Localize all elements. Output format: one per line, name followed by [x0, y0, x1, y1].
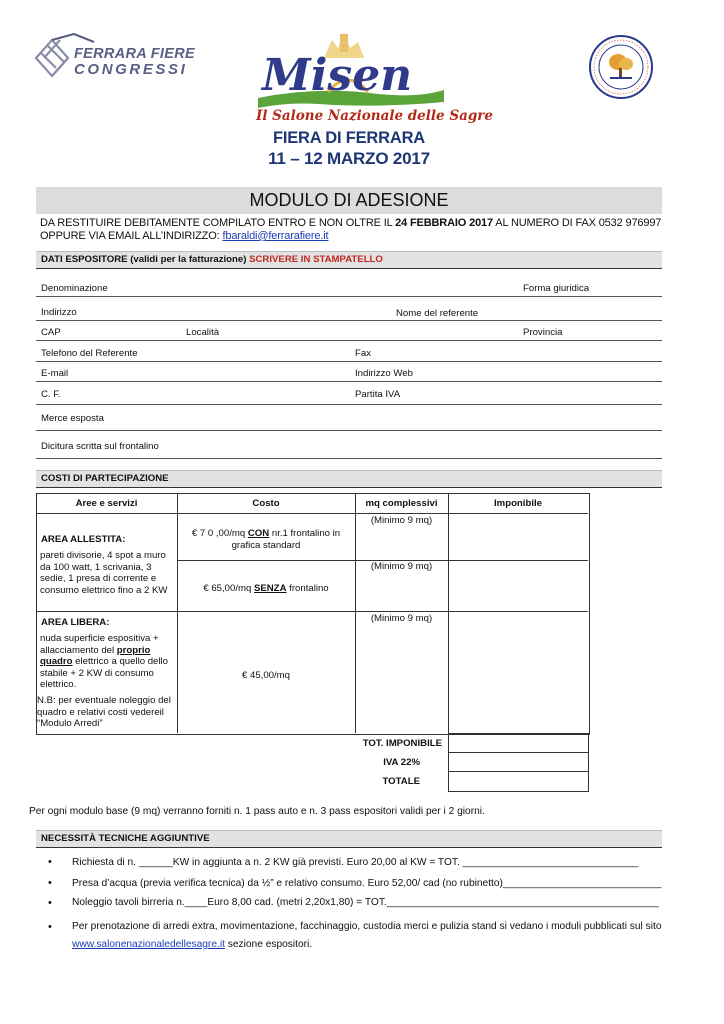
minimo-mq-3: (Minimo 9 mq) — [370, 613, 433, 624]
area-allestita-desc: pareti divisorie, 4 spot a muro da 100 watt, 1 scrivania, 3 sedie, 1 presa di corrente e consumo elettrico fino a 2 KW — [40, 550, 168, 596]
dati-espositore-header: DATI ESPOSITORE (validi per la fatturazione) SCRIVERE IN STAMPATELLO — [41, 254, 383, 265]
instructions-line2: OPPURE VIA EMAIL ALL’INDIRIZZO: fbaraldi@ferrarafiere.it — [40, 230, 329, 242]
bullet-icon: • — [48, 921, 52, 933]
cost-senza-frontalino: € 65,00/mq SENZA frontalino — [203, 583, 329, 594]
label-email: E-mail — [41, 368, 69, 379]
item-tavoli[interactable]: Noleggio tavoli birreria n.____Euro 8,00 cad. (metri 2,20x1,80) = TOT.________________________________________________ — [72, 897, 659, 908]
minimo-mq-2: (Minimo 9 mq) — [370, 561, 433, 572]
necessita-header: NECESSITÀ TECNICHE AGGIUNTIVE — [41, 833, 210, 844]
ff-brand-sub: CONGRESSI — [74, 61, 188, 78]
misen-tagline: Il Salone Nazionale delle Sagre — [256, 108, 493, 124]
fair-venue: FIERA DI FERRARA — [272, 129, 426, 147]
item-kw[interactable]: Richiesta di n. ______KW in aggiunta a n. 2 KW già previsti. Euro 20,00 al KW = TOT. _______________________________ — [72, 857, 639, 868]
field-merce[interactable] — [36, 430, 662, 431]
field-dicitura[interactable] — [36, 458, 662, 459]
tot-imponibile-field[interactable] — [448, 733, 589, 753]
label-dicitura: Dicitura scritta sul frontalino — [41, 441, 159, 452]
cost-con-frontalino: € 7 0 ,00/mq CON nr.1 frontalino in grafica standard — [191, 528, 341, 551]
item-arredi: Per prenotazione di arredi extra, movimentazione, facchinaggio, custodia merci e pulizia stand si vedano i moduli pubblicati sul sito — [72, 921, 662, 932]
salone-website-link[interactable]: www.salonenazionaledellesagre.it — [72, 939, 225, 950]
item-arredi-link-line: www.salonenazionaledellesagre.it sezione espositori. — [72, 939, 313, 950]
iva-label: IVA 22% — [383, 757, 420, 768]
misen-wordmark: Misen — [262, 50, 413, 101]
label-denominazione: Denominazione — [41, 283, 108, 294]
area-libera-nb: N.B: per eventuale noleggio del quadro e relativi costi vedereil “Modulo Arredi” — [37, 695, 171, 729]
label-indirizzo: Indirizzo — [41, 307, 77, 318]
pass-note: Per ogni modulo base (9 mq) verranno forniti n. 1 pass auto e n. 3 pass espositori validi per i 2 giorni. — [29, 806, 485, 817]
area-libera-desc: nuda superficie espositiva + allacciamento del proprio quadro elettrico a quello dello stabile + 2 KW di consumo elettrico. — [40, 633, 168, 690]
label-fax: Fax — [355, 348, 371, 359]
stampatello-note: SCRIVERE IN STAMPATELLO — [249, 254, 383, 265]
bullet-icon: • — [48, 856, 52, 868]
area-libera-title: AREA LIBERA: — [41, 617, 110, 628]
deadline-date: 24 FEBBRAIO 2017 — [395, 217, 493, 229]
mq-input-libera[interactable] — [356, 612, 448, 733]
bullet-icon: • — [48, 897, 52, 909]
minimo-mq-1: (Minimo 9 mq) — [370, 515, 433, 526]
bullet-icon: • — [48, 877, 52, 889]
fair-dates: 11 – 12 MARZO 2017 — [268, 149, 430, 168]
totale-field[interactable] — [448, 771, 589, 792]
label-provincia: Provincia — [523, 327, 563, 338]
totale-label: TOTALE — [382, 776, 420, 787]
association-seal-logo — [588, 34, 654, 100]
col-costo: Costo — [252, 498, 280, 509]
label-cap: CAP — [41, 327, 61, 338]
ff-brand-name: FERRARA FIERE — [74, 46, 195, 62]
field-indirizzo[interactable] — [36, 320, 662, 321]
cost-area-libera: € 45,00/mq — [241, 670, 290, 681]
label-forma-giuridica: Forma giuridica — [523, 283, 590, 294]
field-cap-localita[interactable] — [36, 340, 662, 341]
field-cf-piva[interactable] — [36, 404, 662, 405]
col-imponibile: Imponibile — [494, 498, 542, 509]
costi-header: COSTI DI PARTECIPAZIONE — [41, 473, 169, 484]
mq-input-allestita-con[interactable] — [356, 514, 448, 560]
col-mq: mq complessivi — [365, 498, 438, 509]
imponibile-input-allestita-senza[interactable] — [449, 561, 588, 611]
field-telefono-fax[interactable] — [36, 361, 662, 362]
label-nome-referente: Nome del referente — [396, 308, 479, 319]
form-title: MODULO DI ADESIONE — [249, 190, 449, 210]
instructions-line1: DA RESTITUIRE DEBITAMENTE COMPILATO ENTRO E NON OLTRE IL 24 FEBBRAIO 2017 AL NUMERO DI FAX 0532 976997 — [40, 217, 662, 229]
mq-input-allestita-senza[interactable] — [356, 561, 448, 611]
contact-email-link[interactable]: fbaraldi@ferrarafiere.it — [222, 230, 329, 242]
label-telefono: Telefono del Referente — [41, 348, 138, 359]
iva-field[interactable] — [448, 752, 589, 772]
label-cf: C. F. — [41, 389, 61, 400]
imponibile-input-libera[interactable] — [449, 612, 588, 733]
item-presa-acqua[interactable]: Presa d’acqua (previa verifica tecnica) da ½” e relativo consumo. Euro 52,00/ cad (no rubinetto)____________________________ — [72, 878, 662, 889]
label-localita: Località — [186, 327, 220, 338]
area-allestita-title: AREA ALLESTITA: — [41, 534, 126, 545]
field-email-web[interactable] — [36, 381, 662, 382]
tot-imponibile-label: TOT. IMPONIBILE — [362, 738, 442, 749]
field-denominazione[interactable] — [36, 296, 662, 297]
label-web: Indirizzo Web — [355, 368, 413, 379]
label-merce: Merce esposta — [41, 413, 104, 424]
col-aree-servizi: Aree e servizi — [75, 498, 138, 509]
imponibile-input-allestita-con[interactable] — [449, 514, 588, 560]
label-piva: Partita IVA — [355, 389, 401, 400]
